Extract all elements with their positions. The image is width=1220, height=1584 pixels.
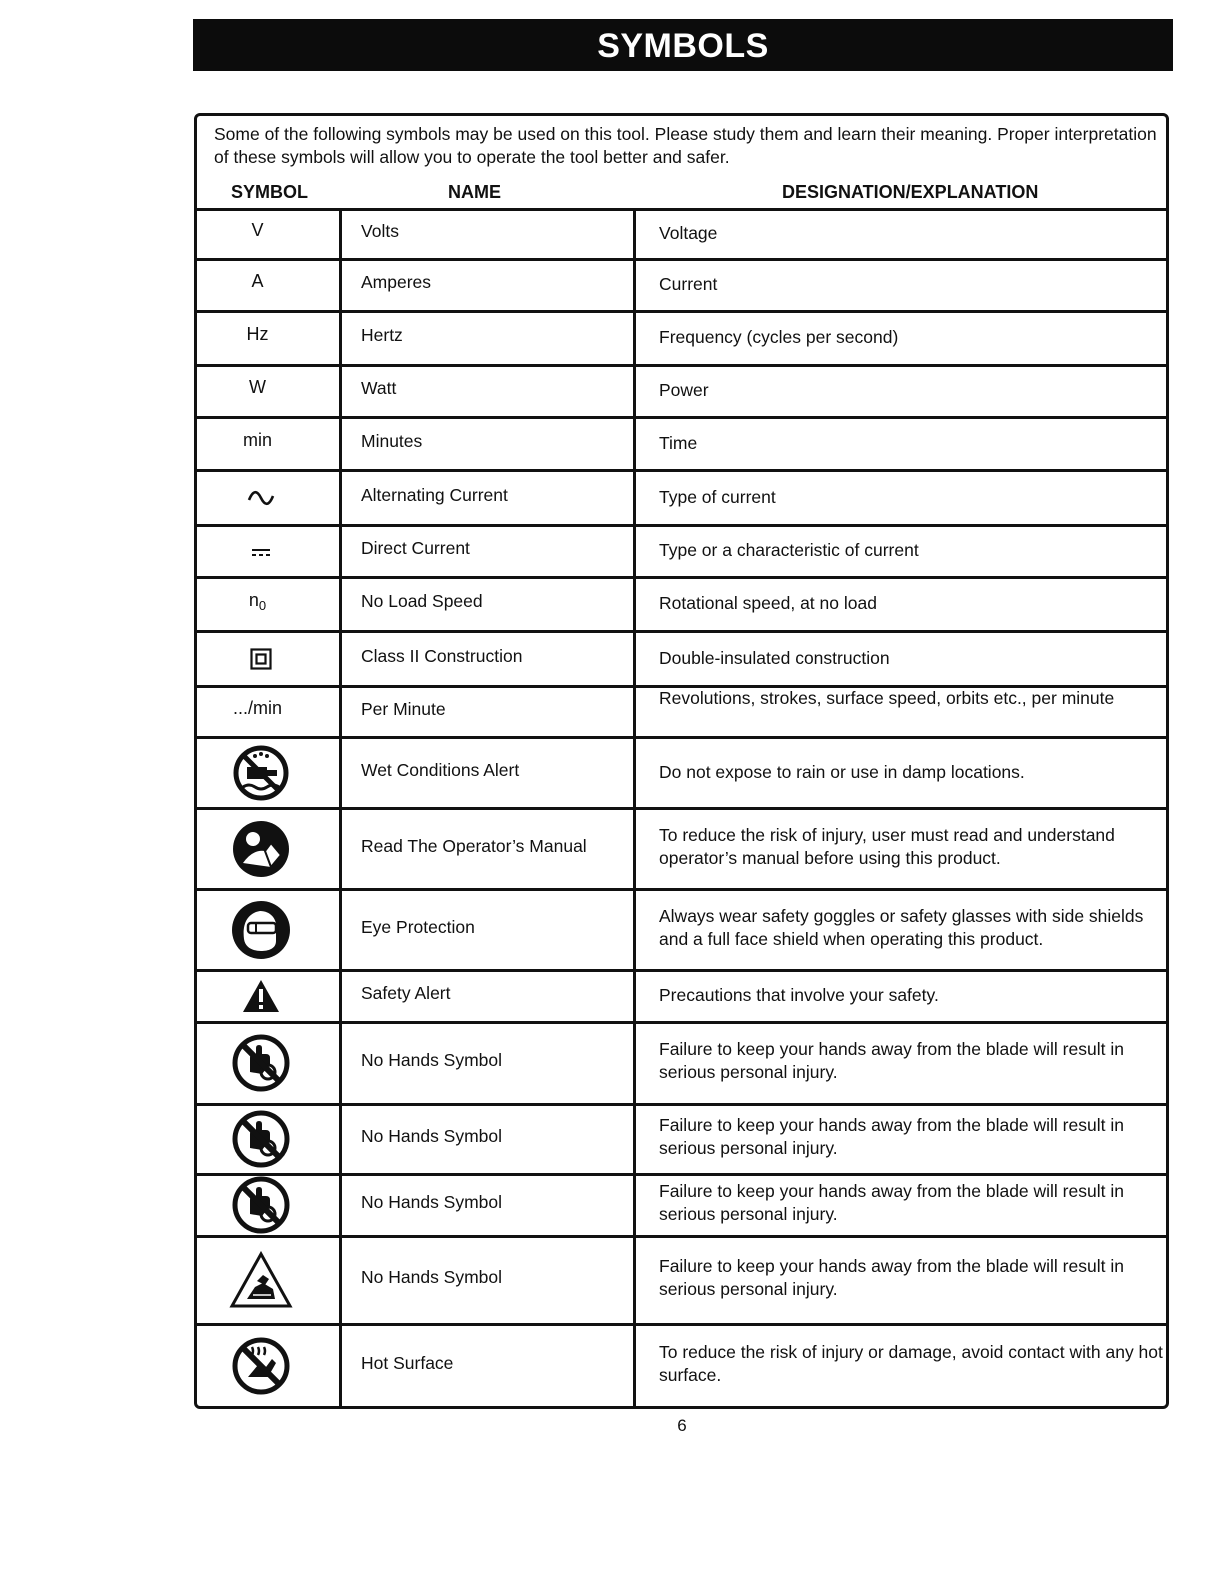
row-divider (197, 1173, 1169, 1176)
explanation-cell: To reduce the risk of injury, user must read and understand operator’s manual before using this product. (659, 824, 1115, 868)
no-hands-icon (232, 1034, 290, 1097)
explanation-cell: Double-insulated construction (659, 647, 890, 668)
explanation-cell: Rotational speed, at no load (659, 593, 877, 613)
explanation-cell: Type of current (659, 486, 776, 507)
row-divider (197, 576, 1169, 579)
name-cell: Eye Protection (361, 916, 475, 937)
explanation-cell: Voltage (659, 223, 718, 243)
name-cell: No Load Speed (361, 591, 483, 611)
explanation-cell: Failure to keep your hands away from the blade will result in serious personal injury. (659, 1115, 1124, 1158)
row-divider (197, 1103, 1169, 1106)
explanation-cell: Type or a characteristic of current (659, 540, 919, 560)
row-divider (197, 208, 1169, 211)
name-cell: Direct Current (361, 538, 470, 558)
name-cell: Per Minute (361, 698, 446, 719)
column-header-symbol: SYMBOL (231, 182, 309, 202)
row-divider (197, 630, 1169, 633)
row-divider (197, 1235, 1169, 1238)
row-divider (197, 364, 1169, 367)
explanation-cell: Frequency (cycles per second) (659, 327, 899, 347)
symbol-cell: min (242, 429, 272, 450)
name-cell: No Hands Symbol (361, 1050, 503, 1070)
explanation-cell: Time (659, 432, 698, 453)
intro-paragraph: Some of the following symbols may be used on this tool. Please study them and learn their meaning. Proper interpretation of these symbols will allow you to operate the tool better and safer. (214, 124, 1157, 167)
name-cell: Minutes (361, 430, 423, 451)
symbol-cell: Hz (246, 324, 269, 344)
read-manual-icon (231, 819, 291, 884)
row-divider (197, 888, 1169, 891)
hot-surface-icon (232, 1337, 290, 1400)
eye-protection-icon (230, 899, 292, 966)
row-divider (197, 416, 1169, 419)
row-divider (197, 807, 1169, 810)
no-hands-warning-triangle-icon (229, 1251, 293, 1314)
row-divider (197, 736, 1169, 739)
row-divider (197, 469, 1169, 472)
page-number: 6 (677, 1416, 687, 1435)
explanation-cell: To reduce the risk of injury or damage, avoid contact with any hot surface. (659, 1341, 1163, 1385)
row-divider (197, 1021, 1169, 1024)
alternating-current-icon (246, 488, 276, 513)
name-cell: Wet Conditions Alert (361, 759, 520, 780)
direct-current-icon (250, 545, 272, 563)
name-cell: No Hands Symbol (361, 1192, 503, 1212)
no-hands-icon (232, 1176, 290, 1239)
name-cell: Amperes (361, 272, 432, 292)
no-hands-icon (232, 1110, 290, 1173)
explanation-cell: Current (659, 274, 718, 294)
explanation-cell: Always wear safety goggles or safety glasses with side shields and a full face shield when operating this product. (659, 905, 1144, 949)
symbol-cell: V (251, 220, 264, 240)
name-cell: Watt (361, 378, 397, 398)
name-column-divider (339, 209, 342, 1407)
page-title-banner: SYMBOLS (193, 19, 1173, 71)
row-divider (197, 310, 1169, 313)
explanation-cell: Failure to keep your hands away from the blade will result in serious personal injury. (659, 1256, 1124, 1299)
row-divider (197, 258, 1169, 261)
wet-conditions-alert-icon (233, 745, 289, 806)
name-cell: Hot Surface (361, 1352, 454, 1373)
name-cell: Read The Operator’s Manual (361, 835, 587, 856)
name-cell: No Hands Symbol (361, 1267, 503, 1287)
class-ii-construction-icon (250, 648, 272, 675)
symbol-cell: A (251, 271, 264, 291)
symbol-cell: $n_0$ (248, 590, 267, 613)
explanation-column-divider (633, 209, 636, 1407)
row-divider (197, 969, 1169, 972)
name-cell: Volts (361, 221, 399, 241)
explanation-cell: Failure to keep your hands away from the blade will result in serious personal injury. (659, 1039, 1124, 1082)
column-header-explanation: DESIGNATION/EXPLANATION (782, 182, 1039, 202)
name-cell: Hertz (361, 325, 403, 345)
name-cell: Alternating Current (361, 484, 508, 505)
symbol-cell: .../min (232, 697, 282, 718)
name-cell: Safety Alert (361, 983, 451, 1003)
explanation-cell: Precautions that involve your safety. (659, 985, 939, 1005)
explanation-cell: Power (659, 380, 709, 400)
explanation-cell: Revolutions, strokes, surface speed, orbits etc., per minute (659, 687, 1115, 708)
row-divider (197, 524, 1169, 527)
column-header-name: NAME (448, 182, 501, 202)
safety-alert-icon (241, 978, 281, 1019)
explanation-cell: Failure to keep your hands away from the blade will result in serious personal injury. (659, 1181, 1124, 1224)
symbol-cell: W (249, 377, 266, 397)
name-cell: No Hands Symbol (361, 1126, 503, 1146)
explanation-cell: Do not expose to rain or use in damp locations. (659, 761, 1025, 782)
name-cell: Class II Construction (361, 645, 523, 666)
row-divider (197, 1323, 1169, 1326)
